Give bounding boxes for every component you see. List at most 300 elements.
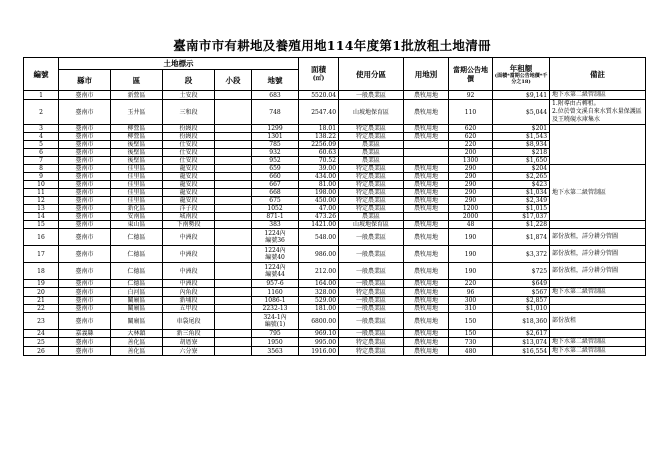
cell-rent: $725 bbox=[493, 263, 550, 280]
cell-zoning: 特定農業區 bbox=[339, 189, 404, 197]
cell-section: 胡厝寮 bbox=[163, 338, 215, 347]
cell-zoning: 一般農業區 bbox=[339, 263, 404, 280]
cell-land-use bbox=[404, 141, 449, 149]
cell-city: 臺南市 bbox=[59, 197, 111, 205]
cell-district: 白河區 bbox=[111, 288, 163, 297]
cell-section: 新三角段 bbox=[163, 330, 215, 338]
header-rent-note: (面積*當期公告地價*千分之18) bbox=[494, 72, 548, 85]
header-no: 編號 bbox=[24, 58, 59, 91]
cell-land-use: 農牧用地 bbox=[404, 221, 449, 229]
cell-no: 24 bbox=[24, 330, 59, 338]
cell-remark: 地下水第二級管制區 bbox=[550, 288, 646, 297]
cell-lot: 2232-13 bbox=[252, 305, 299, 313]
cell-city: 臺南市 bbox=[59, 91, 111, 100]
cell-price: 310 bbox=[449, 305, 493, 313]
cell-no: 1 bbox=[24, 91, 59, 100]
cell-section: 龍安段 bbox=[163, 173, 215, 181]
cell-subsection bbox=[215, 157, 252, 165]
table-body bbox=[24, 91, 646, 356]
cell-area: 138.22 bbox=[299, 133, 339, 141]
cell-section: 仕安段 bbox=[163, 149, 215, 157]
cell-rent: $1,015 bbox=[493, 205, 550, 213]
cell-price: 110 bbox=[449, 100, 493, 125]
cell-area: 181.00 bbox=[299, 305, 339, 313]
cell-no: 7 bbox=[24, 157, 59, 165]
cell-city: 臺南市 bbox=[59, 229, 111, 246]
cell-rent: $218 bbox=[493, 149, 550, 157]
cell-area: 450.00 bbox=[299, 197, 339, 205]
cell-price: 730 bbox=[449, 338, 493, 347]
cell-area: 164.00 bbox=[299, 280, 339, 288]
cell-area: 473.26 bbox=[299, 213, 339, 221]
cell-remark bbox=[550, 305, 646, 313]
cell-zoning: 特定農業區 bbox=[339, 288, 404, 297]
cell-area: 60.63 bbox=[299, 149, 339, 157]
cell-no: 18 bbox=[24, 263, 59, 280]
table-row bbox=[24, 297, 646, 305]
cell-lot: 1160 bbox=[252, 288, 299, 297]
cell-lot: 667 bbox=[252, 181, 299, 189]
header-area bbox=[299, 58, 339, 91]
cell-rent: $567 bbox=[493, 288, 550, 297]
cell-section: 仕安段 bbox=[163, 141, 215, 149]
cell-area: 18.01 bbox=[299, 125, 339, 133]
cell-section: 洋子段 bbox=[163, 205, 215, 213]
cell-no: 9 bbox=[24, 173, 59, 181]
cell-rent: $5,044 bbox=[493, 100, 550, 125]
cell-no: 16 bbox=[24, 229, 59, 246]
cell-zoning: 特定農業區 bbox=[339, 125, 404, 133]
cell-rent: $2,617 bbox=[493, 330, 550, 338]
cell-city: 臺南市 bbox=[59, 263, 111, 280]
cell-lot: 1086-1 bbox=[252, 297, 299, 305]
cell-rent: $1,874 bbox=[493, 229, 550, 246]
cell-remark: 部份放租，詳分耕分管圖 bbox=[550, 246, 646, 263]
cell-price: 150 bbox=[449, 313, 493, 330]
cell-section: 下南勢段 bbox=[163, 221, 215, 229]
cell-district: 仁德區 bbox=[111, 246, 163, 263]
cell-area: 548.00 bbox=[299, 229, 339, 246]
cell-district: 新化區 bbox=[111, 205, 163, 213]
cell-no: 8 bbox=[24, 165, 59, 173]
cell-area: 47.00 bbox=[299, 205, 339, 213]
cell-no: 19 bbox=[24, 280, 59, 288]
cell-lot: 1224內 編號36 bbox=[252, 229, 299, 246]
cell-district: 佳里區 bbox=[111, 165, 163, 173]
cell-land-use: 農牧用地 bbox=[404, 297, 449, 305]
cell-district: 東山區 bbox=[111, 221, 163, 229]
cell-price: 480 bbox=[449, 347, 493, 356]
cell-rent: $2,349 bbox=[493, 197, 550, 205]
cell-zoning: 特定農業區 bbox=[339, 197, 404, 205]
cell-subsection bbox=[215, 197, 252, 205]
cell-district: 善化區 bbox=[111, 338, 163, 347]
cell-land-use: 農牧用地 bbox=[404, 205, 449, 213]
cell-section: 五甲段 bbox=[163, 305, 215, 313]
cell-lot: 683 bbox=[252, 91, 299, 100]
cell-price: 220 bbox=[449, 141, 493, 149]
cell-land-use: 農牧用地 bbox=[404, 181, 449, 189]
cell-price: 300 bbox=[449, 297, 493, 305]
cell-no: 22 bbox=[24, 305, 59, 313]
cell-city: 臺南市 bbox=[59, 133, 111, 141]
cell-land-use bbox=[404, 157, 449, 165]
cell-section: 龍安段 bbox=[163, 189, 215, 197]
cell-section: 龍安段 bbox=[163, 181, 215, 189]
cell-district: 佳里區 bbox=[111, 197, 163, 205]
table-row bbox=[24, 100, 646, 125]
cell-land-use: 農牧用地 bbox=[404, 338, 449, 347]
cell-zoning: 農業區 bbox=[339, 157, 404, 165]
cell-no: 10 bbox=[24, 181, 59, 189]
cell-land-use: 農牧用地 bbox=[404, 313, 449, 330]
cell-remark: 1.附導由占轉租。 2.位於曾文溪自來水質水量保護區及王曉硯水庫集水 bbox=[550, 100, 646, 125]
cell-district: 佳里區 bbox=[111, 189, 163, 197]
cell-land-use: 農牧用地 bbox=[404, 305, 449, 313]
cell-rent: $423 bbox=[493, 181, 550, 189]
cell-remark bbox=[550, 221, 646, 229]
cell-land-use: 農牧用地 bbox=[404, 330, 449, 338]
cell-no: 20 bbox=[24, 288, 59, 297]
table-row bbox=[24, 347, 646, 356]
table-row bbox=[24, 246, 646, 263]
cell-section: 城南段 bbox=[163, 213, 215, 221]
header-land-label: 土地標示 bbox=[59, 58, 299, 70]
cell-no: 11 bbox=[24, 189, 59, 197]
cell-subsection bbox=[215, 280, 252, 288]
cell-price: 620 bbox=[449, 133, 493, 141]
cell-area: 212.00 bbox=[299, 263, 339, 280]
cell-subsection bbox=[215, 100, 252, 125]
cell-area: 39.00 bbox=[299, 165, 339, 173]
cell-rent: $1,650 bbox=[493, 157, 550, 165]
cell-zoning: 一般農業區 bbox=[339, 297, 404, 305]
cell-remark bbox=[550, 330, 646, 338]
cell-section: 龍安段 bbox=[163, 197, 215, 205]
cell-lot: 952 bbox=[252, 157, 299, 165]
cell-area: 5520.04 bbox=[299, 91, 339, 100]
cell-city: 臺南市 bbox=[59, 125, 111, 133]
cell-subsection bbox=[215, 229, 252, 246]
cell-area: 1421.00 bbox=[299, 221, 339, 229]
cell-city: 臺南市 bbox=[59, 100, 111, 125]
cell-subsection bbox=[215, 189, 252, 197]
cell-district: 柳營區 bbox=[111, 133, 163, 141]
header-area-unit: (㎡) bbox=[312, 75, 325, 82]
cell-price: 2000 bbox=[449, 213, 493, 221]
cell-city: 臺南市 bbox=[59, 173, 111, 181]
cell-area: 70.52 bbox=[299, 157, 339, 165]
cell-price: 220 bbox=[449, 280, 493, 288]
cell-subsection bbox=[215, 205, 252, 213]
header-city: 縣市 bbox=[59, 70, 111, 91]
cell-rent: $204 bbox=[493, 165, 550, 173]
cell-rent: $3,372 bbox=[493, 246, 550, 263]
cell-no: 5 bbox=[24, 141, 59, 149]
cell-zoning: 一般農業區 bbox=[339, 246, 404, 263]
cell-district: 後壁區 bbox=[111, 157, 163, 165]
cell-subsection bbox=[215, 149, 252, 157]
cell-rent: $17,037 bbox=[493, 213, 550, 221]
cell-land-use: 農牧用地 bbox=[404, 280, 449, 288]
cell-lot: 660 bbox=[252, 173, 299, 181]
cell-price: 190 bbox=[449, 229, 493, 246]
cell-rent: $1,228 bbox=[493, 221, 550, 229]
table-row bbox=[24, 288, 646, 297]
cell-zoning: 特定農業區 bbox=[339, 173, 404, 181]
cell-price: 1300 bbox=[449, 157, 493, 165]
cell-remark bbox=[550, 280, 646, 288]
header-zoning: 使用分區 bbox=[339, 58, 404, 91]
table-row bbox=[24, 280, 646, 288]
cell-land-use: 農牧用地 bbox=[404, 246, 449, 263]
cell-no: 12 bbox=[24, 197, 59, 205]
table-row bbox=[24, 91, 646, 100]
cell-area: 2547.40 bbox=[299, 100, 339, 125]
cell-city: 臺南市 bbox=[59, 280, 111, 288]
cell-land-use: 農牧用地 bbox=[404, 197, 449, 205]
cell-rent: $1,543 bbox=[493, 133, 550, 141]
cell-remark: 地下水第二級管制區 bbox=[550, 347, 646, 356]
table-row bbox=[24, 125, 646, 133]
cell-remark bbox=[550, 297, 646, 305]
cell-subsection bbox=[215, 165, 252, 173]
cell-lot: 1224內 編號40 bbox=[252, 246, 299, 263]
cell-zoning: 山坡地保育區 bbox=[339, 100, 404, 125]
cell-district: 佳里區 bbox=[111, 173, 163, 181]
cell-remark: 部份放租 bbox=[550, 313, 646, 330]
cell-section: 仕安段 bbox=[163, 157, 215, 165]
cell-land-use bbox=[404, 213, 449, 221]
cell-city: 臺南市 bbox=[59, 181, 111, 189]
cell-lot: 785 bbox=[252, 141, 299, 149]
cell-lot: 668 bbox=[252, 189, 299, 197]
cell-district: 仁德區 bbox=[111, 263, 163, 280]
cell-district: 仁德區 bbox=[111, 229, 163, 246]
cell-subsection bbox=[215, 347, 252, 356]
cell-city: 臺南市 bbox=[59, 141, 111, 149]
cell-section: 土安段 bbox=[163, 91, 215, 100]
cell-zoning: 一般農業區 bbox=[339, 330, 404, 338]
cell-land-use: 農牧用地 bbox=[404, 263, 449, 280]
header-rent-label: 年租額 bbox=[509, 63, 533, 73]
cell-section: 中洲段 bbox=[163, 246, 215, 263]
cell-area: 198.00 bbox=[299, 189, 339, 197]
cell-land-use: 農牧用地 bbox=[404, 288, 449, 297]
cell-area: 81.00 bbox=[299, 181, 339, 189]
table-row bbox=[24, 313, 646, 330]
cell-subsection bbox=[215, 338, 252, 347]
cell-remark: 地下水第二級管制區 bbox=[550, 338, 646, 347]
cell-district: 仁德區 bbox=[111, 280, 163, 288]
cell-lot: 3563 bbox=[252, 347, 299, 356]
cell-price: 290 bbox=[449, 189, 493, 197]
cell-price: 200 bbox=[449, 149, 493, 157]
cell-subsection bbox=[215, 213, 252, 221]
cell-district: 佳里區 bbox=[111, 181, 163, 189]
header-area-label: 面積 bbox=[311, 65, 327, 74]
cell-city: 臺南市 bbox=[59, 338, 111, 347]
cell-rent: $18,360 bbox=[493, 313, 550, 330]
table-row bbox=[24, 165, 646, 173]
cell-no: 26 bbox=[24, 347, 59, 356]
table-row bbox=[24, 263, 646, 280]
header-rent bbox=[493, 58, 550, 91]
cell-no: 2 bbox=[24, 100, 59, 125]
cell-area: 969.10 bbox=[299, 330, 339, 338]
cell-lot: 1052 bbox=[252, 205, 299, 213]
cell-price: 290 bbox=[449, 173, 493, 181]
cell-section: 內角段 bbox=[163, 288, 215, 297]
cell-lot: 324-1內 編號(1) bbox=[252, 313, 299, 330]
cell-zoning: 特定農業區 bbox=[339, 338, 404, 347]
cell-price: 190 bbox=[449, 246, 493, 263]
cell-area: 328.00 bbox=[299, 288, 339, 297]
cell-lot: 1301 bbox=[252, 133, 299, 141]
cell-city: 臺南市 bbox=[59, 213, 111, 221]
cell-subsection bbox=[215, 125, 252, 133]
cell-price: 620 bbox=[449, 125, 493, 133]
cell-zoning: 一般農業區 bbox=[339, 229, 404, 246]
cell-area: 529.00 bbox=[299, 297, 339, 305]
cell-lot: 957-6 bbox=[252, 280, 299, 288]
cell-price: 190 bbox=[449, 263, 493, 280]
cell-area: 6800.00 bbox=[299, 313, 339, 330]
cell-price: 290 bbox=[449, 165, 493, 173]
cell-city: 臺南市 bbox=[59, 246, 111, 263]
cell-land-use: 農牧用地 bbox=[404, 125, 449, 133]
cell-section: 中洲段 bbox=[163, 280, 215, 288]
cell-price: 48 bbox=[449, 221, 493, 229]
cell-remark: 地下水第二級管制區 bbox=[550, 165, 646, 221]
cell-land-use: 農牧用地 bbox=[404, 173, 449, 181]
cell-subsection bbox=[215, 305, 252, 313]
cell-section: 六分寮 bbox=[163, 347, 215, 356]
table-row bbox=[24, 229, 646, 246]
cell-subsection bbox=[215, 173, 252, 181]
cell-area: 1916.00 bbox=[299, 347, 339, 356]
header-price: 當期公告地價 bbox=[449, 58, 493, 91]
cell-price: 96 bbox=[449, 288, 493, 297]
cell-rent: $8,934 bbox=[493, 141, 550, 149]
header-remark: 備註 bbox=[550, 58, 646, 91]
table-row bbox=[24, 305, 646, 313]
cell-subsection bbox=[215, 297, 252, 305]
cell-land-use: 農牧用地 bbox=[404, 165, 449, 173]
cell-subsection bbox=[215, 313, 252, 330]
cell-zoning: 農業區 bbox=[339, 141, 404, 149]
cell-section: 車袋尾段 bbox=[163, 313, 215, 330]
cell-rent: $2,265 bbox=[493, 173, 550, 181]
header-district: 區 bbox=[111, 70, 163, 91]
cell-no: 13 bbox=[24, 205, 59, 213]
cell-zoning: 特定農業區 bbox=[339, 165, 404, 173]
cell-subsection bbox=[215, 330, 252, 338]
cell-subsection bbox=[215, 133, 252, 141]
cell-city: 嘉義縣 bbox=[59, 330, 111, 338]
cell-district: 關廟區 bbox=[111, 305, 163, 313]
cell-section: 扮縵段 bbox=[163, 125, 215, 133]
cell-lot: 748 bbox=[252, 100, 299, 125]
cell-land-use: 農牧用地 bbox=[404, 91, 449, 100]
cell-zoning: 特定農業區 bbox=[339, 347, 404, 356]
cell-section: 三和段 bbox=[163, 100, 215, 125]
cell-district: 大林鎮 bbox=[111, 330, 163, 338]
table-row bbox=[24, 330, 646, 338]
cell-lot: 1299 bbox=[252, 125, 299, 133]
header-lot: 地號 bbox=[252, 70, 299, 91]
cell-district: 關廟區 bbox=[111, 313, 163, 330]
cell-district: 善化區 bbox=[111, 347, 163, 356]
cell-area: 2256.09 bbox=[299, 141, 339, 149]
cell-city: 臺南市 bbox=[59, 189, 111, 197]
cell-rent: $649 bbox=[493, 280, 550, 288]
cell-lot: 1224內 編號44 bbox=[252, 263, 299, 280]
cell-district: 玉井區 bbox=[111, 100, 163, 125]
cell-no: 21 bbox=[24, 297, 59, 305]
cell-rent: $2,857 bbox=[493, 297, 550, 305]
cell-zoning: 一般農業區 bbox=[339, 305, 404, 313]
cell-city: 臺南市 bbox=[59, 165, 111, 173]
cell-lot: 659 bbox=[252, 165, 299, 173]
cell-district: 安南區 bbox=[111, 213, 163, 221]
cell-subsection bbox=[215, 221, 252, 229]
cell-rent: $201 bbox=[493, 125, 550, 133]
cell-zoning: 特定農業區 bbox=[339, 205, 404, 213]
cell-subsection bbox=[215, 91, 252, 100]
cell-price: 1200 bbox=[449, 205, 493, 213]
cell-land-use: 農牧用地 bbox=[404, 229, 449, 246]
cell-area: 434.00 bbox=[299, 173, 339, 181]
cell-city: 臺南市 bbox=[59, 205, 111, 213]
cell-zoning: 山坡地保育區 bbox=[339, 221, 404, 229]
cell-no: 4 bbox=[24, 133, 59, 141]
cell-rent: $1,010 bbox=[493, 305, 550, 313]
header-subsection: 小段 bbox=[215, 70, 252, 91]
cell-rent: $13,074 bbox=[493, 338, 550, 347]
cell-price: 290 bbox=[449, 197, 493, 205]
cell-no: 6 bbox=[24, 149, 59, 157]
cell-district: 柳營區 bbox=[111, 125, 163, 133]
cell-rent: $16,554 bbox=[493, 347, 550, 356]
cell-price: 290 bbox=[449, 181, 493, 189]
cell-area: 995.00 bbox=[299, 338, 339, 347]
cell-price: 150 bbox=[449, 330, 493, 338]
cell-no: 3 bbox=[24, 125, 59, 133]
cell-zoning: 農業區 bbox=[339, 213, 404, 221]
cell-zoning: 特定農業區 bbox=[339, 181, 404, 189]
cell-city: 臺南市 bbox=[59, 221, 111, 229]
cell-section: 龍安段 bbox=[163, 165, 215, 173]
cell-no: 15 bbox=[24, 221, 59, 229]
cell-rent: $1,034 bbox=[493, 189, 550, 197]
cell-remark bbox=[550, 125, 646, 165]
cell-city: 臺南市 bbox=[59, 297, 111, 305]
cell-subsection bbox=[215, 263, 252, 280]
cell-lot: 1950 bbox=[252, 338, 299, 347]
header-land-use: 用地別 bbox=[404, 58, 449, 91]
cell-city: 臺南市 bbox=[59, 157, 111, 165]
cell-land-use: 農牧用地 bbox=[404, 347, 449, 356]
cell-zoning: 農業區 bbox=[339, 149, 404, 157]
cell-city: 臺南市 bbox=[59, 305, 111, 313]
cell-no: 14 bbox=[24, 213, 59, 221]
cell-land-use: 農牧用地 bbox=[404, 189, 449, 197]
cell-section: 新埔段 bbox=[163, 297, 215, 305]
cell-section: 中洲段 bbox=[163, 229, 215, 246]
header-section: 段 bbox=[163, 70, 215, 91]
cell-city: 臺南市 bbox=[59, 288, 111, 297]
